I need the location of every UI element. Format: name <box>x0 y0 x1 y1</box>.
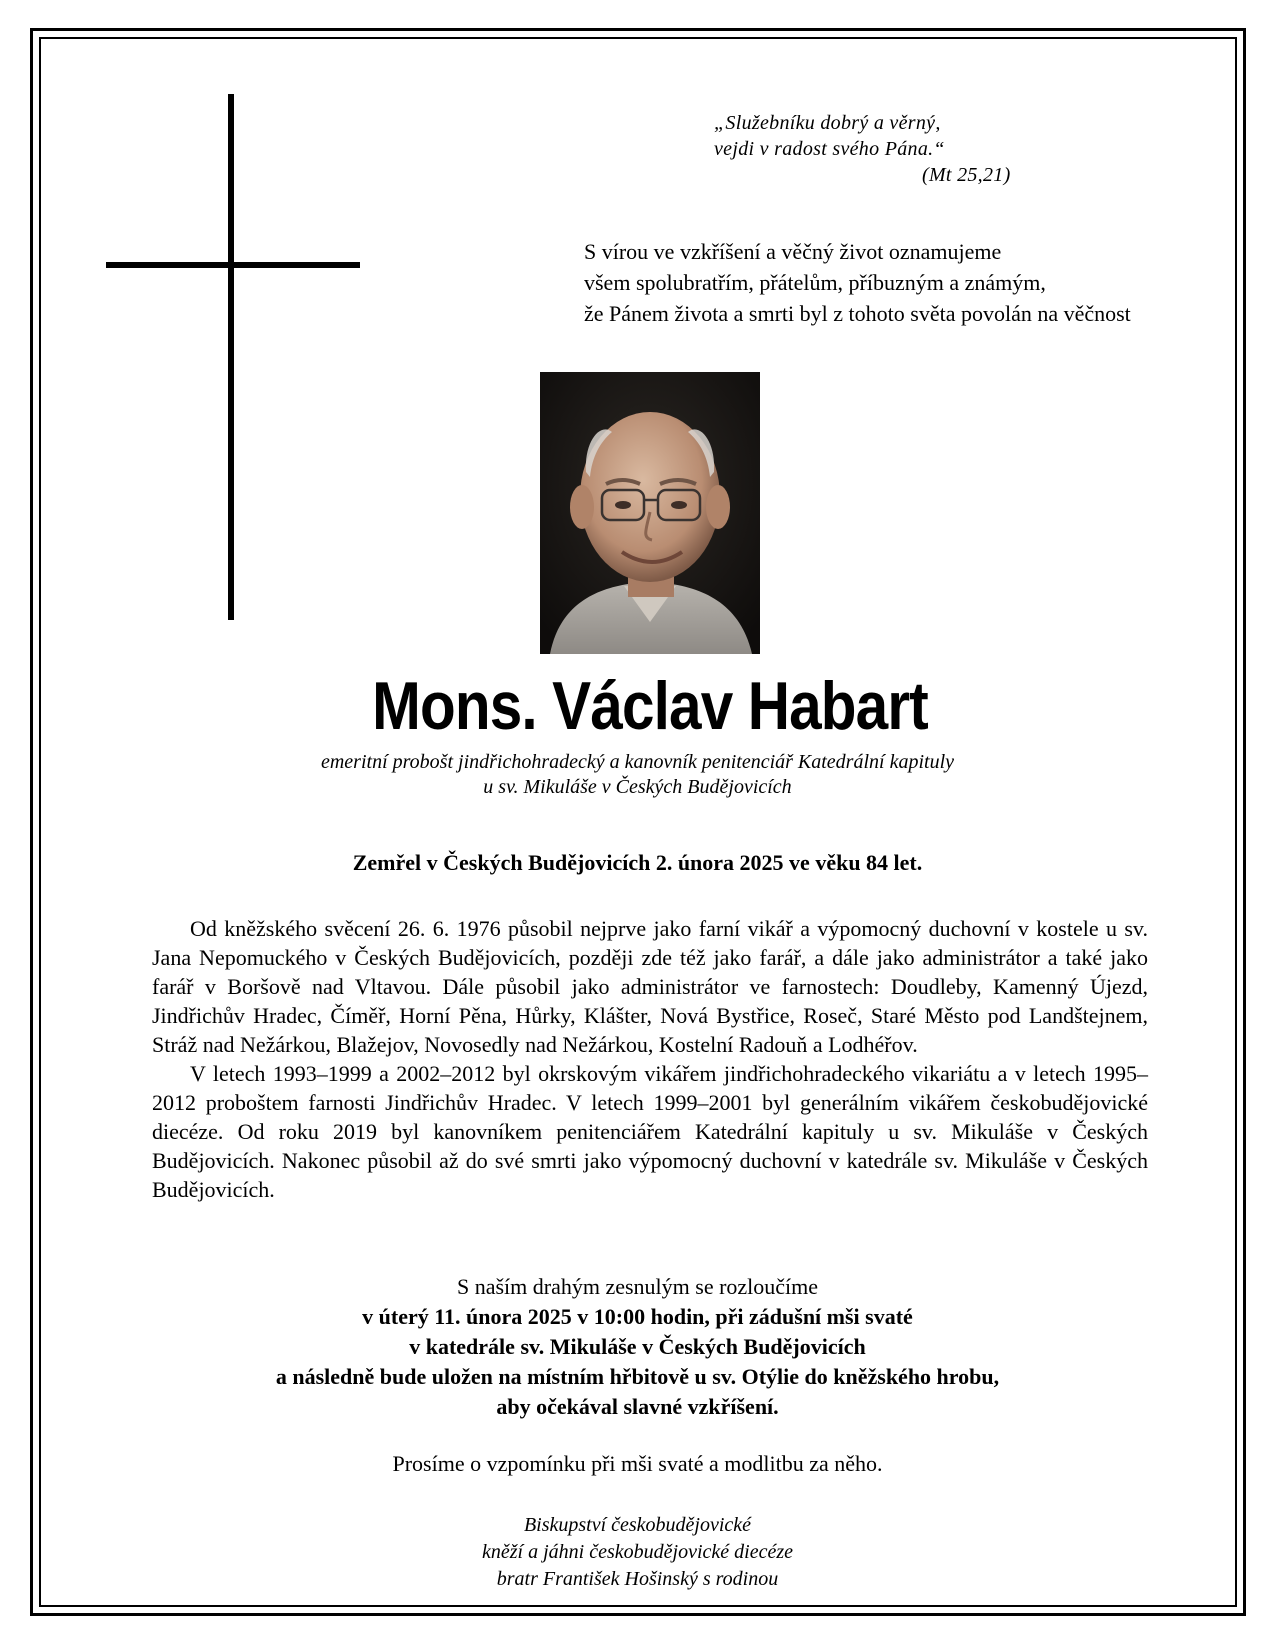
cross-vertical-bar <box>228 94 234 620</box>
announcement <box>584 236 1131 329</box>
quote-line-1: „Služebníku dobrý a věrný, <box>714 112 941 134</box>
announcement-line-2: všem spolubratřím, přátelům, příbuzným a známým, <box>584 270 1046 295</box>
title-line-1: emeritní probošt jindřichohradecký a kanovník penitenciář Katedrální kapituly <box>320 751 955 773</box>
bible-quote <box>714 110 1011 188</box>
title-line-2: u sv. Mikuláše v Českých Budějovicích <box>483 776 792 798</box>
signoff <box>0 1512 1275 1593</box>
funeral-details <box>0 1272 1275 1422</box>
signoff-line-2: kněží a jáhni českobudějovické diecéze <box>482 1541 793 1563</box>
quote-reference: (Mt 25,21) <box>922 164 1011 186</box>
prayer-request: Prosíme o vzpomínku při mši svaté a modlitbu za něho. <box>392 1451 883 1476</box>
farewell-line-2: v katedrále sv. Mikuláše v Českých Budějovicích <box>409 1334 866 1359</box>
deceased-title <box>0 750 1275 800</box>
announcement-line-3: že Pánem života a smrti byl z tohoto světa povolán na věčnost <box>584 301 1131 326</box>
farewell-line-1: v úterý 11. února 2025 v 10:00 hodin, při zádušní mši svaté <box>362 1304 913 1329</box>
quote-line-2: vejdi v radost svého Pána.“ <box>714 138 945 160</box>
portrait-photo <box>540 372 760 654</box>
farewell-line-4: aby očekával slavné vzkříšení. <box>496 1394 779 1419</box>
announcement-line-1: S vírou ve vzkříšení a věčný život oznamujeme <box>584 239 1002 264</box>
biography-paragraph-2: V letech 1993–1999 a 2002–2012 byl okrskovým vikářem jindřichohradeckého vikariátu a v letech 1995–2012 proboštem farnosti Jindřichův Hradec. V letech 1999–2001 byl generálním vikářem českobudějovické diecéze. Od roku 2019 byl kanovníkem penitenciářem Katedrální kapituly u sv. Mikuláše v Českých Budějovicích. Nakonec působil až do své smrti jako výpomocný duchovní v katedrále sv. Mikuláše v Českých Budějovicích. <box>152 1061 1148 1202</box>
biography <box>152 914 1148 1204</box>
deceased-name: Mons. Václav Habart <box>372 668 928 744</box>
farewell-line-3: a následně bude uložen na místním hřbitově u sv. Otýlie do kněžského hrobu, <box>275 1364 1000 1389</box>
farewell-intro: S naším drahým zesnulým se rozloučíme <box>456 1274 819 1299</box>
signoff-line-1: Biskupství českobudějovické <box>523 1514 752 1536</box>
biography-paragraph-1: Od kněžského svěcení 26. 6. 1976 působil nejprve jako farní vikář a výpomocný duchovní v kostele u sv. Jana Nepomuckého v Českých Budějovicích, později zde též jako farář, a dále jako administrátor a také jako farář v Boršově nad Vltavou. Dále působil jako administrátor ve farnostech: Doudleby, Kamenný Újezd, Jindřichův Hradec, Číměř, Horní Pěna, Hůrky, Klášter, Nová Bystřice, Roseč, Staré Město pod Landštejnem, Stráž nad Nežárkou, Blažejov, Novosedly nad Nežárkou, Kostelní Radouň a Lodhéřov. <box>152 916 1148 1057</box>
death-notice: Zemřel v Českých Budějovicích 2. února 2025 ve věku 84 let. <box>352 850 923 875</box>
cross-horizontal-bar <box>106 262 360 268</box>
signoff-line-3: bratr František Hošinský s rodinou <box>496 1568 779 1590</box>
